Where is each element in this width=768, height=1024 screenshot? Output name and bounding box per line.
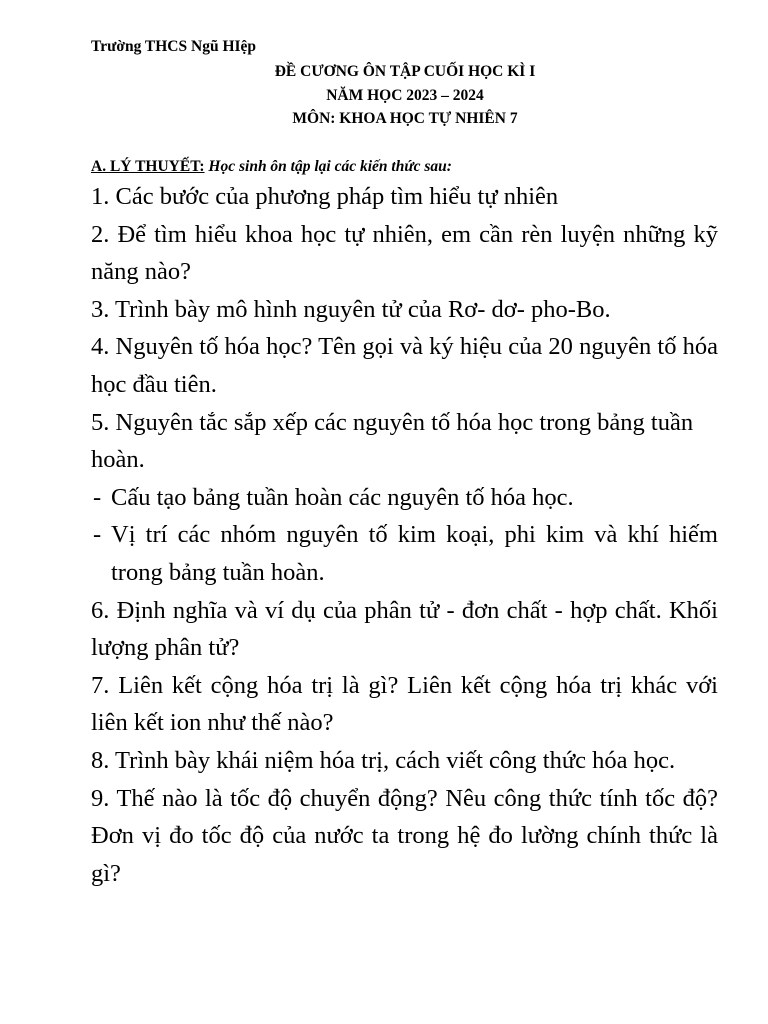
question-item: 3. Trình bày mô hình nguyên tử của Rơ- dơ- pho-Bo. xyxy=(91,295,611,323)
school-year: NĂM HỌC 2023 – 2024 xyxy=(326,87,484,104)
question-item: 7. Liên kết cộng hóa trị là gì? Liên kết cộng hóa trị khác với liên kết ion như thế nào? xyxy=(91,671,718,737)
question-item: 1. Các bước của phương pháp tìm hiểu tự nhiên xyxy=(91,183,559,210)
question-item: 9. Thế nào là tốc độ chuyển động? Nêu công thức tính tốc độ? Đơn vị đo tốc độ của nước ta trong hệ đo lường chính thức là gì? xyxy=(91,784,718,887)
question-item: 8. Trình bày khái niệm hóa trị, cách viết công thức hóa học. xyxy=(91,746,676,774)
section-note: Học sinh ôn tập lại các kiến thức sau: xyxy=(208,158,452,175)
sub-item-text: Cấu tạo bảng tuần hoàn các nguyên tố hóa học. xyxy=(111,483,574,511)
question-item: 5. Nguyên tắc sắp xếp các nguyên tố hóa học trong bảng tuần hoàn. xyxy=(91,408,694,474)
question-item: 4. Nguyên tố hóa học? Tên gọi và ký hiệu của 20 nguyên tố hóa học đầu tiên. xyxy=(91,333,718,398)
question-item: 2. Để tìm hiểu khoa học tự nhiên, em cần rèn luyện những kỹ năng nào? xyxy=(91,220,718,286)
sub-item xyxy=(91,479,718,517)
sub-item-bullet: - xyxy=(93,483,102,511)
question-item: 6. Định nghĩa và ví dụ của phân tử - đơn chất - hợp chất. Khối lượng phân tử? xyxy=(91,596,718,662)
school-name: Trường THCS Ngũ HIệp xyxy=(91,38,257,55)
document-title: ĐỀ CƯƠNG ÔN TẬP CUỐI HỌC KÌ I xyxy=(274,63,536,80)
subject-title: MÔN: KHOA HỌC TỰ NHIÊN 7 xyxy=(292,110,518,127)
sub-item xyxy=(91,516,718,591)
section-label: A. LÝ THUYẾT: xyxy=(91,158,205,175)
sub-item-bullet: - xyxy=(93,521,102,549)
question-list xyxy=(91,178,718,892)
sub-item-text: Vị trí các nhóm nguyên tố kim koại, phi kim và khí hiếm trong bảng tuần hoàn. xyxy=(111,521,718,586)
section-heading xyxy=(91,157,452,177)
